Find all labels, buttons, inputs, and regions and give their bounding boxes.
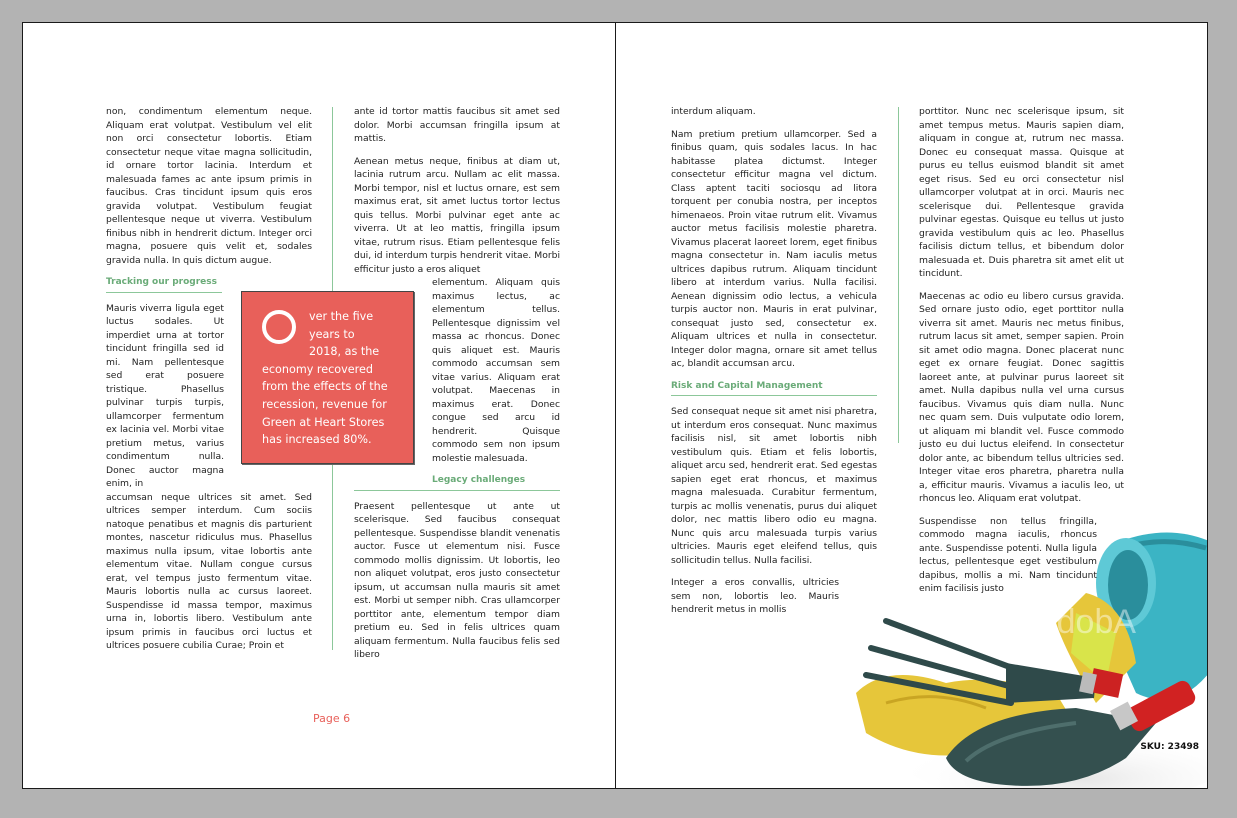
section-heading: Legacy challenges [354, 474, 560, 491]
watermark: Adobe Stock [943, 603, 1136, 641]
right-page [615, 22, 1208, 789]
section-heading: Risk and Capital Management [671, 380, 877, 397]
callout-line: years to [309, 327, 355, 341]
left-page [22, 22, 616, 789]
paragraph: elementum. Aliquam quis maximus lectus, ac elementum tellus. Pellentesque dignissim vel massa ac rhoncus. Donec quis aliquet est. Mauris commodo accumsan sem vitae varius. Aliquam erat volutpat. Maecenas in maximus erat. Donec congue sed arcu id hendrerit. Quisque commodo sem non ipsum molestie malesuada. [432, 277, 560, 464]
paragraph: Nam pretium pretium ullamcorper. Sed a finibus quam, quis sodales lacus. In hac habitasse platea dictumst. Integer consectetur efficitur magna vel dictum. Class aptent taciti sociosqu ad litora torquent per conubia nostra, per inceptos himenaeos. Proin vitae rutrum elit. Vivamus auctor metus facilisis molestie pharetra. Vivamus placerat laoreet lorem, eget finibus magna consectetur in. Nam iaculis metus ultrices dapibus rutrum. Aliquam tincidunt libero at interdum varius. Nulla facilisi. Aenean dignissim odio lectus, a vehicula turpis auctor non. Mauris in erat pulvinar, consequat justo sed, consectetur ex. Aliquam ultrices et nulla in consectetur. Integer dolor magna, ornare sit amet tellus ac, blandit accumsan arcu. [671, 128, 877, 369]
sku-label: SKU: 23498 [1140, 742, 1199, 752]
paragraph: Praesent pellentesque ut ante ut scelerisque. Sed faucibus consequat pellentesque. Suspendisse blandit venenatis auctor. Fusce ut elementum nisi. Fusce commodo mollis dignissim. Ut lobortis, leo non aliquet volutpat, eros justo consectetur ipsum, ut accumsan nulla mauris sit amet est. Morbi ut semper nibh. Cras ullamcorper porttitor ante, elementum tempor diam pretium eu. Sed in felis ultrices quam aliquam fermentum. Nulla faucibus felis sed libero [354, 500, 560, 660]
pull-quote-callout [241, 291, 414, 464]
paragraph: Suspendisse non tellus fringilla, commodo magna iaculis, rhoncus ante. Suspendisse potenti. Nulla ligula lectus, pellentesque eget vestibulum dapibus, mollis a mi. Nam tincidunt enim facilisis justo [919, 515, 1097, 594]
paragraph: Maecenas ac odio eu libero cursus gravida. Sed ornare justo odio, eget porttitor nulla viverra sit amet. Mauris nec metus finibus, rutrum lacus sit amet, semper sapien. Proin sit amet odio magna. Donec placerat nunc eget ex ornare feugiat. Donec sagittis laoreet ante, at pulvinar purus laoreet sit amet. Nulla dapibus nulla vel urna cursus faucibus. Vivamus quis diam nulla. Nunc nec quam sem. Duis vulputate odio lorem, ut aliquam mi blandit vel. Fusce commodo justo eu dui luctus eleifend. In consectetur dolor ante, ac bibendum tellus ultricies sed. Integer vitae eros pharetra, pharetra nulla a, efficitur mauris. Vivamus a iaculis leo, ut rhoncus leo. Aliquam erat volutpat. [919, 290, 1124, 504]
paragraph: Mauris viverra ligula eget luctus sodales. Ut imperdiet urna at tortor tincidunt fringilla sed id mi. Nam pellentesque sed erat posuere tristique. Phasellus pulvinar turpis turpis, ullamcorper fermentum ex lacinia vel. Morbi vitae pretium metus, varius condimentum nulla. Donec auctor magna enim, in [106, 302, 224, 489]
paragraph: non, condimentum elementum neque. Aliquam erat volutpat. Vestibulum vel elit non orci consectetur lobortis. Etiam consectetur neque vitae magna sollicitudin, id ornare tortor lacinia. Interdum et malesuada fames ac ante ipsum primis in faucibus. Cras tincidunt ipsum quis eros gravida volutpat. Vestibulum feugiat pellentesque neque ut viverra. Vestibulum finibus nibh in hendrerit dictum. Integer orci magna, posuere quis velit et, sodales gravida nulla. In quis dictum augue. [106, 106, 312, 266]
callout-text: economy recovered from the effects of the recession, revenue for Green at Heart Stores has increased 80%. [262, 362, 388, 447]
callout-line: ver the five [309, 310, 374, 323]
paragraph: Integer a eros convallis, ultricies sem non, lobortis leo. Mauris hendrerit metus in mollis [671, 577, 839, 615]
section-heading: Tracking our progress [106, 276, 222, 293]
paragraph: accumsan neque ultrices sit amet. Sed ultrices semper interdum. Cum sociis natoque penatibus et magnis dis parturient montes, nascetur ridiculus mus. Phasellus maximus nulla ipsum, vitae lobortis ante elementum vitae. Nullam congue cursus erat, vel tempus justo fermentum vitae. Mauris lobortis nulla ac cursus laoreet. Suspendisse id massa tempor, maximus urna in, lobortis libero. Vestibulum ante ipsum primis in faucibus orci luctus et ultrices posuere cubilia Curae; Proin et [106, 491, 312, 651]
column-divider [898, 107, 899, 443]
right-column-2 [919, 105, 1124, 605]
page-number: Page 6 [313, 712, 351, 725]
drop-letter-o [262, 310, 296, 344]
paragraph: porttitor. Nunc nec scelerisque ipsum, sit amet tempus metus. Mauris sapien diam, aliquam in congue at, rutrum nec massa. Donec eu consequat massa. Quisque at purus eu tellus euismod blandit sit amet eget risus. Sed eu orci consectetur nisl ullamcorper volutpat at in orci. Mauris nec scelerisque dui. Pellentesque gravida pulvinar egestas. Quisque eu tellus ut justo gravida vestibulum quis ac leo. Phasellus facilisis dictum tellus, et bibendum dolor malesuada et. Duis pharetra sit amet elit ut tincidunt. [919, 106, 1124, 279]
paragraph: ante id tortor mattis faucibus sit amet sed dolor. Morbi accumsan fringilla ipsum at mattis. [354, 106, 560, 144]
paragraph: Sed consequat neque sit amet nisi pharetra, ut interdum eros consequat. Nunc maximus facilisis nisl, sit amet lobortis nibh vestibulum quis. Etiam et felis lobortis, aliquet arcu sed, hendrerit erat. Sed egestas sapien eget erat rhoncus, et maximus magna malesuada. Curabitur fermentum, turpis ac mollis venenatis, purus dui aliquet dolor, nec mattis libero odio eu magna. Nunc quis arcu malesuada turpis varius ultricies. Mauris eget eleifend tellus, quis sollicitudin tellus. Nulla facilisi. [671, 406, 877, 566]
callout-line: 2018, as the [309, 345, 380, 359]
paragraph: interdum aliquam. [671, 106, 756, 117]
paragraph: Aenean metus neque, finibus at diam ut, lacinia rutrum arcu. Nullam ac elit massa. Morbi tempor, nisl et luctus ornare, est sem maximus erat, sit amet luctus tortor lectus quis tellus. Morbi pulvinar eget ante ac viverra. Ut at leo mattis, fringilla ipsum vitae, rutrum risus. Etiam pellentesque felis dui, id interdum turpis hendrerit vitae. Morbi efficitur justo a eros aliquet [354, 155, 560, 275]
